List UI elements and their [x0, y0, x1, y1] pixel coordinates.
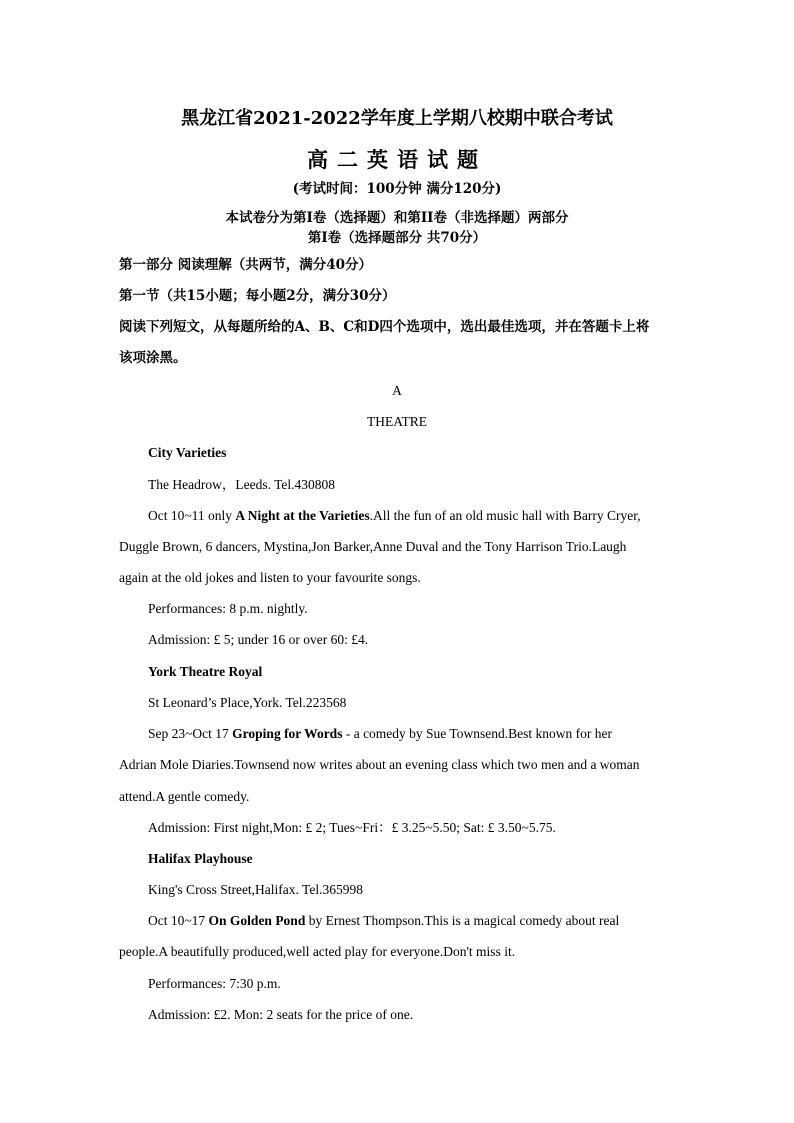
- volume-one-heading: 第I卷（选择题部分 共70分）: [307, 230, 487, 246]
- performances: Performances: 7:30 p.m.: [148, 976, 281, 991]
- show-title: On Golden Pond: [208, 913, 306, 928]
- exam-title: 黑龙江省2021-2022学年度上学期八校期中联合考试: [181, 108, 613, 129]
- performances: Performances: 8 p.m. nightly.: [148, 601, 308, 616]
- admission: Admission: First night,Mon: £ 2; Tues~Fri：£ 3.25~5.50; Sat: £ 3.50~5.75.: [148, 820, 556, 835]
- show-description-line: again at the old jokes and listen to your favourite songs.: [119, 570, 421, 585]
- show-description-line: Duggle Brown, 6 dancers, Mystina,Jon Barker,Anne Duval and the Tony Harrison Trio.Laugh: [119, 539, 627, 554]
- show-date: Oct 10~17: [148, 913, 209, 928]
- instruction-line-1: 阅读下列短文，从每题所给的A、B、C和D四个选项中，选出最佳选项，并在答题卡上将: [119, 319, 650, 335]
- venue-name: Halifax Playhouse: [148, 851, 253, 866]
- show-description-line: attend.A gentle comedy.: [119, 789, 250, 804]
- show-title: A Night at the Varieties: [235, 508, 370, 523]
- subject-title: 高二英语试题: [307, 147, 487, 172]
- show-description-line: [148, 509, 641, 523]
- paper-structure: 本试卷分为第I卷（选择题）和第II卷（非选择题）两部分: [225, 210, 569, 226]
- venue-address: St Leonard’s Place,York. Tel.223568: [148, 695, 347, 710]
- venue-address: The Headrow，Leeds. Tel.430808: [148, 477, 336, 492]
- part-heading: 第一部分 阅读理解（共两节，满分40分）: [119, 257, 372, 273]
- show-title: Groping for Words: [232, 726, 343, 741]
- show-description-line: Adrian Mole Diaries.Townsend now writes about an evening class which two men and a woman: [119, 757, 640, 772]
- exam-info: (考试时间：100分钟 满分120分): [292, 181, 502, 197]
- venue-name: York Theatre Royal: [148, 664, 263, 679]
- show-description-line: people.A beautifully produced,well acted play for everyone.Don't miss it.: [119, 944, 516, 959]
- passage-title: THEATRE: [367, 414, 427, 429]
- show-description: by Ernest Thompson.This is a magical comedy about real: [305, 913, 620, 928]
- show-description: .All the fun of an old music hall with Barry Cryer,: [369, 508, 641, 523]
- show-description: - a comedy by Sue Townsend.Best known for her: [342, 726, 612, 741]
- instruction-line-2: 该项涂黑。: [119, 350, 187, 366]
- show-description-line: [148, 727, 612, 741]
- sub-heading: 第一节（共15小题；每小题2分，满分30分）: [119, 288, 396, 304]
- venue-name: City Varieties: [148, 445, 227, 460]
- venue-address: King's Cross Street,Halifax. Tel.365998: [148, 882, 363, 897]
- show-description-line: [148, 914, 619, 928]
- admission: Admission: £2. Mon: 2 seats for the price of one.: [148, 1007, 414, 1022]
- show-date: Sep 23~Oct 17: [148, 726, 233, 741]
- passage-label: A: [392, 383, 402, 398]
- show-date: Oct 10~11 only: [148, 508, 236, 523]
- admission: Admission: £ 5; under 16 or over 60: £4.: [148, 632, 369, 647]
